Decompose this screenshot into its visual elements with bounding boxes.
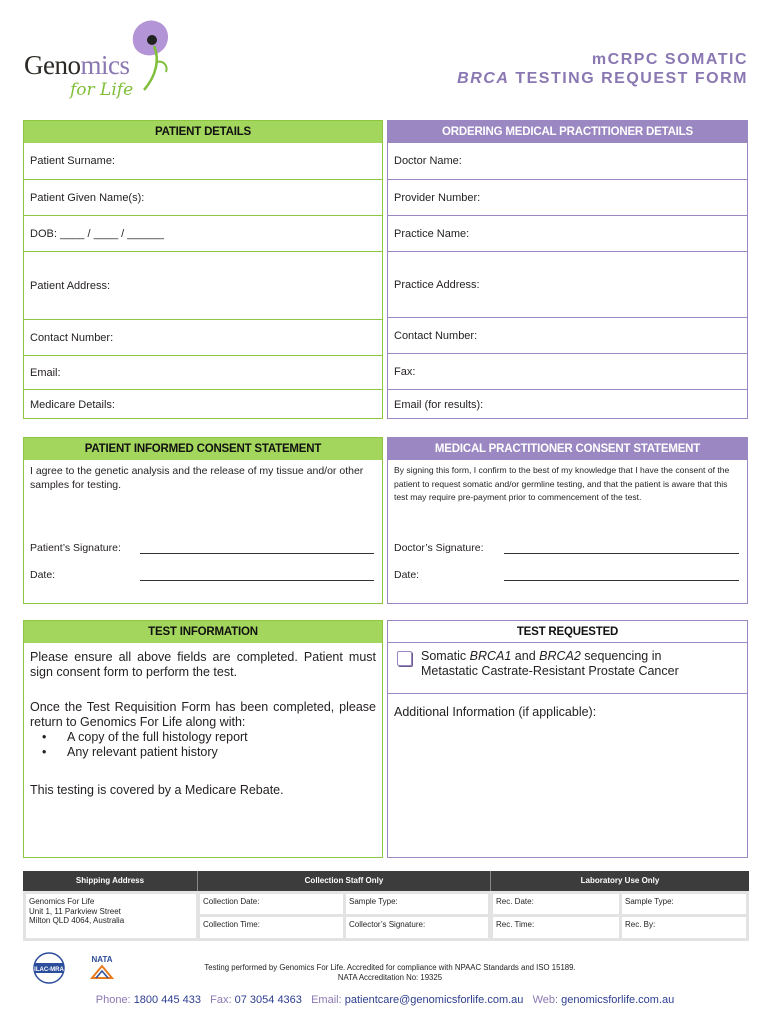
practitioner-consent-panel bbox=[387, 437, 748, 604]
test-info-list bbox=[30, 730, 376, 760]
rec-by-field[interactable]: Rec. By: bbox=[622, 917, 746, 938]
test-information-panel bbox=[23, 620, 383, 858]
patient-consent-panel bbox=[23, 437, 383, 604]
form-title bbox=[457, 50, 748, 88]
patient-date-field[interactable]: Date: bbox=[30, 569, 374, 581]
list-item: • A copy of the full histology report bbox=[42, 730, 376, 745]
test-info-return bbox=[30, 700, 376, 760]
patient-dob-field[interactable]: DOB: ____ / ____ / ______ bbox=[24, 215, 382, 251]
accreditation-logos bbox=[30, 948, 140, 988]
patient-details-header: PATIENT DETAILS bbox=[24, 121, 382, 143]
doctor-name-field[interactable]: Doctor Name: bbox=[394, 155, 462, 167]
test-requested-header: TEST REQUESTED bbox=[388, 621, 747, 643]
somatic-brca-checkbox[interactable] bbox=[397, 651, 412, 666]
phone-number[interactable]: 1800 445 433 bbox=[133, 994, 201, 1006]
test-information-header: TEST INFORMATION bbox=[24, 621, 382, 643]
flower-icon bbox=[126, 16, 176, 96]
test-requested-panel bbox=[387, 620, 748, 858]
svg-text:NATA: NATA bbox=[91, 955, 113, 964]
medicare-rebate-note: This testing is covered by a Medicare Rebate. bbox=[30, 783, 284, 797]
patient-given-names-field[interactable]: Patient Given Name(s): bbox=[24, 179, 382, 215]
shipping-section bbox=[23, 871, 749, 941]
shipping-address-header: Shipping Address bbox=[23, 871, 197, 891]
date-line bbox=[140, 571, 374, 581]
logo-tagline: for Life bbox=[70, 80, 134, 100]
shipping-address: Genomics For Life Unit 1, 11 Parkview Street Milton QLD 4064, Australia bbox=[26, 894, 196, 938]
patient-details-panel bbox=[23, 120, 383, 419]
patient-contact-number-field[interactable]: Contact Number: bbox=[24, 319, 382, 355]
additional-info-field[interactable] bbox=[394, 725, 741, 851]
accreditation-line-1: Testing performed by Genomics For Life. Accredited for compliance with NPAAC Standards and ISO 15189. bbox=[204, 963, 576, 972]
laboratory-use-header: Laboratory Use Only bbox=[491, 871, 749, 891]
collection-date-field[interactable]: Collection Date: bbox=[200, 894, 343, 914]
rec-time-field[interactable]: Rec. Time: bbox=[493, 917, 619, 938]
accreditation-note bbox=[170, 963, 610, 983]
practice-fax-field[interactable]: Fax: bbox=[388, 353, 747, 389]
nata-logo bbox=[91, 955, 112, 978]
email-link[interactable]: patientcare@genomicsforlife.com.au bbox=[344, 994, 524, 1006]
patient-consent-text: I agree to the genetic analysis and the release of my tissue and/or other samples for testing. bbox=[30, 465, 364, 491]
practitioner-details-header: ORDERING MEDICAL PRACTITIONER DETAILS bbox=[388, 121, 747, 143]
patient-surname-field[interactable]: Patient Surname: bbox=[30, 155, 115, 167]
logo-wordmark: Genomics bbox=[24, 50, 130, 80]
contact-bar: Phone: 1800 445 433 Fax: 07 3054 4363 Email: patientcare@genomicsforlife.com.au Web: genomicsforlife.com.au bbox=[95, 994, 675, 1006]
accreditation-line-2: NATA Accreditation No: 19325 bbox=[337, 973, 443, 982]
practitioner-consent-text: By signing this form, I confirm to the best of my knowledge that I have the consent of the patient to request somatic and/or germline testing, and that the patient is aware that this test may require pre-payment prior to commencement of the test. bbox=[394, 465, 730, 503]
fax-number[interactable]: 07 3054 4363 bbox=[234, 994, 302, 1006]
patient-signature-field[interactable]: Patient’s Signature: bbox=[30, 542, 374, 554]
practitioner-details-panel bbox=[387, 120, 748, 419]
practice-contact-number-field[interactable]: Contact Number: bbox=[388, 317, 747, 353]
patient-medicare-field[interactable]: Medicare Details: bbox=[24, 389, 382, 419]
patient-consent-header: PATIENT INFORMED CONSENT STATEMENT bbox=[24, 438, 382, 460]
title-line-2: BRCA TESTING REQUEST FORM bbox=[457, 70, 748, 87]
date-line bbox=[504, 571, 739, 581]
lab-sample-type-field[interactable]: Sample Type: bbox=[622, 894, 746, 914]
doctor-date-field[interactable]: Date: bbox=[394, 569, 739, 581]
ilac-mra-logo bbox=[34, 953, 64, 983]
title-line-1: mCRPC SOMATIC bbox=[591, 51, 748, 68]
test-option-row bbox=[388, 644, 747, 694]
practice-name-field[interactable]: Practice Name: bbox=[388, 215, 747, 251]
test-info-instructions: Please ensure all above fields are completed. Patient must sign consent form to perform the test. bbox=[30, 650, 376, 679]
patient-address-field[interactable]: Patient Address: bbox=[24, 251, 382, 319]
signature-line bbox=[504, 544, 739, 554]
practice-address-field[interactable]: Practice Address: bbox=[388, 251, 747, 317]
rec-date-field[interactable]: Rec. Date: bbox=[493, 894, 619, 914]
test-info-return-text: Once the Test Requisition Form has been completed, please return to Genomics For Life along with: bbox=[30, 700, 376, 729]
doctor-signature-field[interactable]: Doctor’s Signature: bbox=[394, 542, 739, 554]
additional-info-label: Additional Information (if applicable): bbox=[394, 705, 597, 719]
website-link[interactable]: genomicsforlife.com.au bbox=[561, 994, 675, 1006]
collection-time-field[interactable]: Collection Time: bbox=[200, 917, 343, 938]
collection-staff-header: Collection Staff Only bbox=[198, 871, 490, 891]
list-item: • Any relevant patient history bbox=[42, 745, 376, 760]
somatic-brca-option-label: Somatic BRCA1 and BRCA2 sequencing in Metastatic Castrate-Resistant Prostate Cancer bbox=[421, 649, 679, 678]
svg-text:ILAC-MRA: ILAC-MRA bbox=[34, 967, 64, 973]
collector-signature-field[interactable]: Collector’s Signature: bbox=[346, 917, 488, 938]
provider-number-field[interactable]: Provider Number: bbox=[388, 179, 747, 215]
signature-line bbox=[140, 544, 374, 554]
patient-email-field[interactable]: Email: bbox=[24, 355, 382, 389]
practice-email-field[interactable]: Email (for results): bbox=[388, 389, 747, 419]
sample-type-field[interactable]: Sample Type: bbox=[346, 894, 488, 914]
practitioner-consent-header: MEDICAL PRACTITIONER CONSENT STATEMENT bbox=[388, 438, 747, 460]
genomics-logo bbox=[22, 16, 172, 108]
